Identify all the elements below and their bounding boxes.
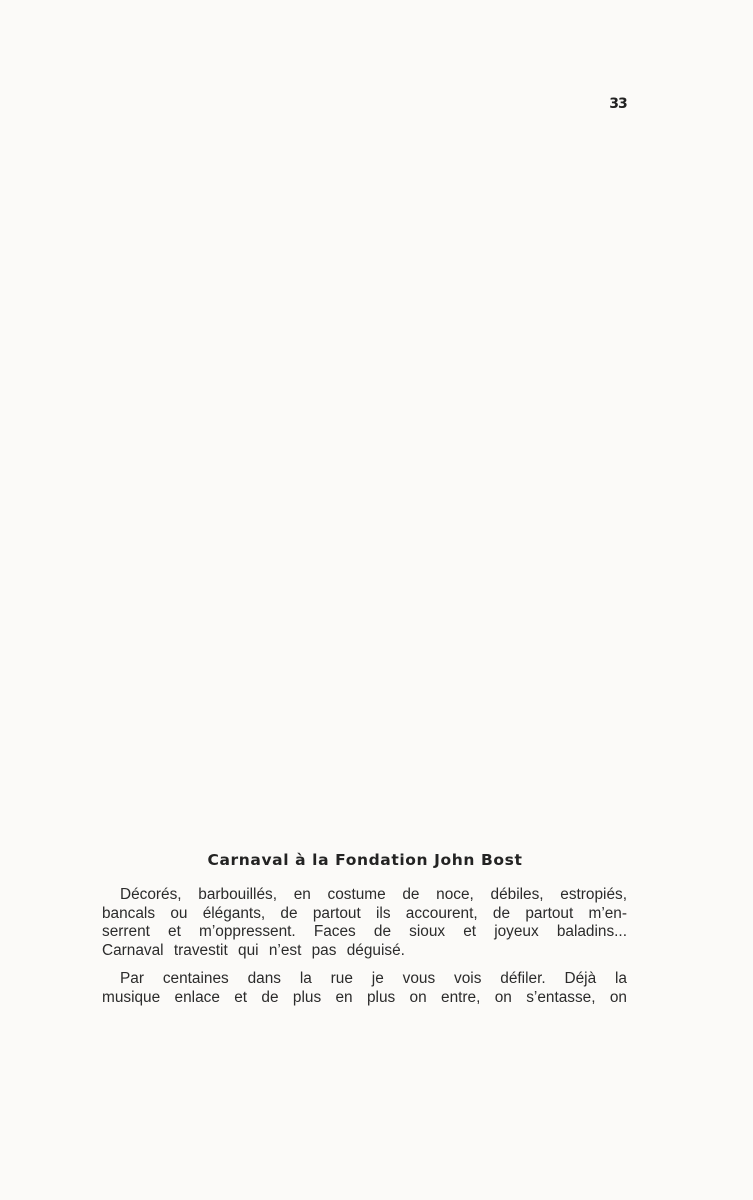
paragraph-line: bancals ou élégants, de partout ils accourent, de partout m’en- [102,904,627,922]
paragraph-line: serrent et m’oppressent. Faces de sioux et joyeux baladins... [102,923,627,940]
paragraph-1 [102,886,627,960]
paragraph-line: Carnaval travestit qui n’est pas déguisé. [102,941,405,959]
paragraph-line: Décorés, barbouillés, en costume de noce, débiles, estropiés, [120,886,627,903]
article-title: Carnaval à la Fondation John Bost [207,851,523,869]
paragraph-line: musique enlace et de plus en plus on entre, on s’entasse, on [102,988,627,1006]
paragraph-line: Par centaines dans la rue je vous vois défiler. Déjà la [120,970,627,987]
page-number: 33 [609,96,627,112]
paragraph-2 [102,970,627,1007]
